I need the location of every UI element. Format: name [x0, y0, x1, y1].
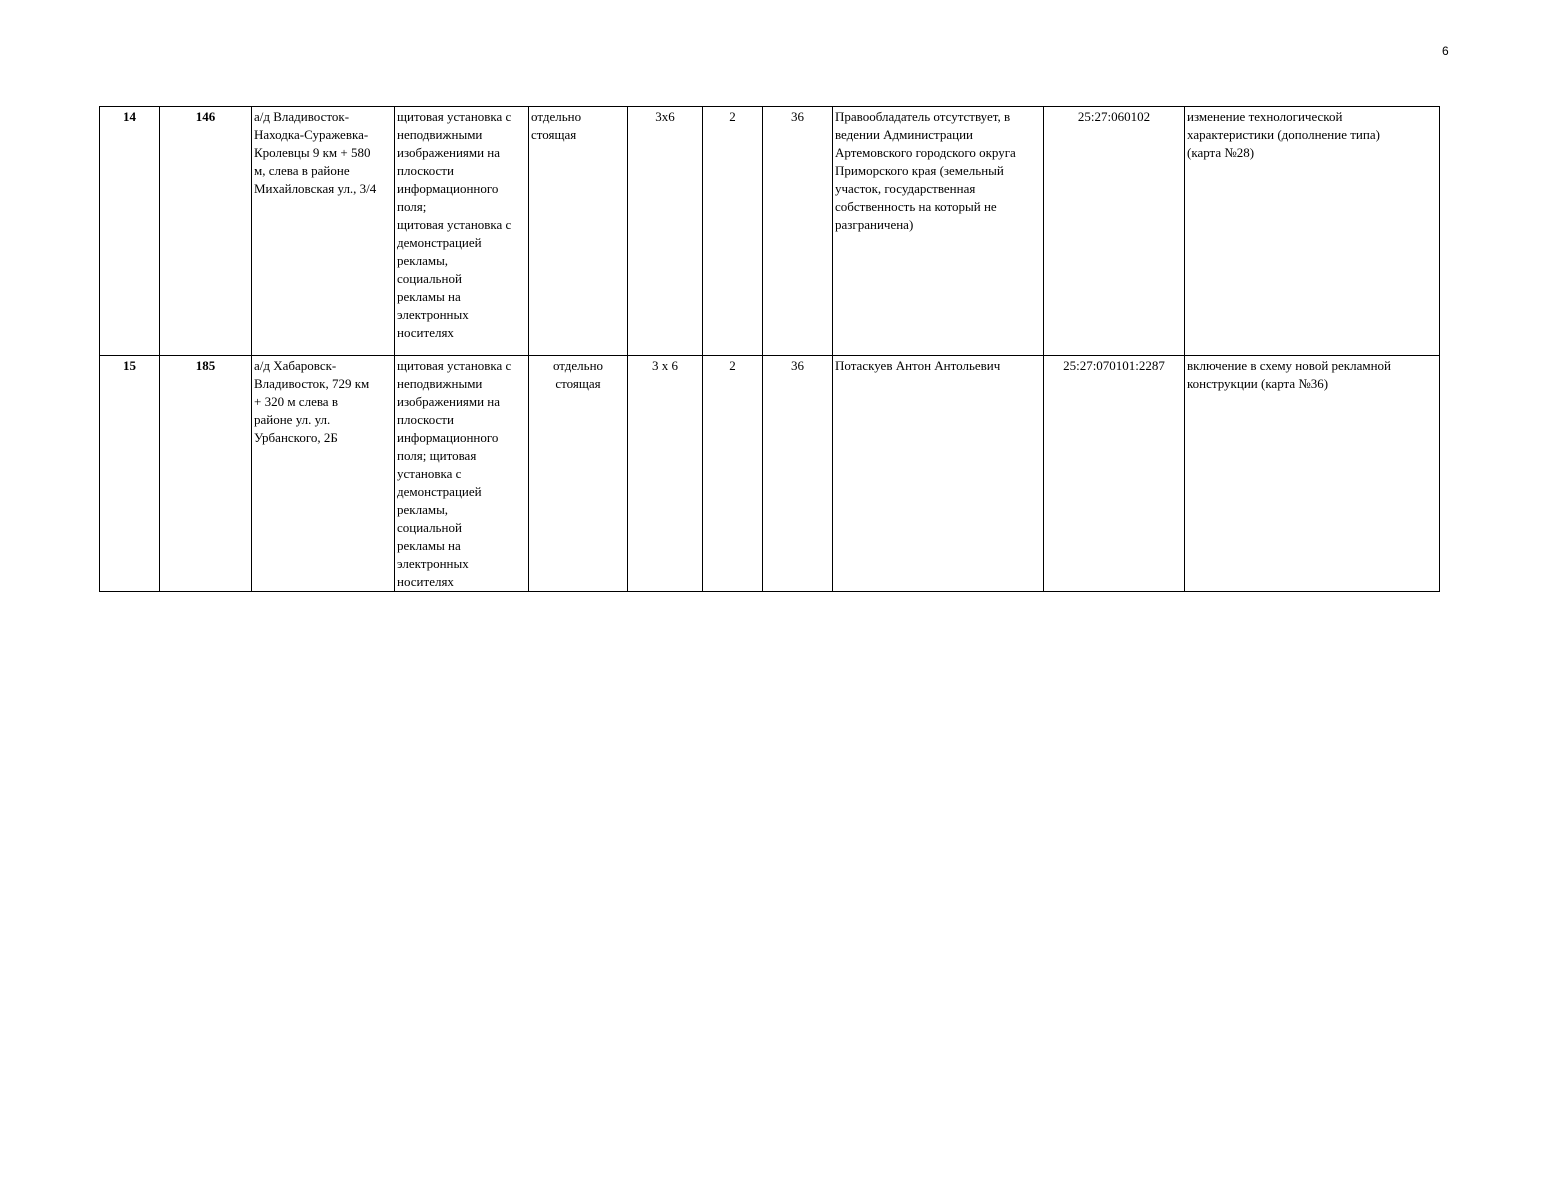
advertising-constructions-table — [99, 106, 1440, 592]
row-number-cell: 14 — [100, 107, 160, 356]
construction-type-cell: щитовая установка с неподвижными изображениями на плоскости информационного поля; щитовая установка с демонстрацией рекламы, социальной рекламы на электронных носителях — [395, 356, 529, 592]
cadastral-number-cell: 25:27:070101:2287 — [1044, 356, 1185, 592]
cadastral-number-cell: 25:27:060102 — [1044, 107, 1185, 356]
row-number-cell: 15 — [100, 356, 160, 592]
note-cell: изменение технологической характеристики (дополнение типа) (карта №28) — [1185, 107, 1440, 356]
owner-cell: Правообладатель отсутствует, в ведении Администрации Артемовского городского округа Приморского края (земельный участок, государственная собственность на который не разграничена) — [833, 107, 1044, 356]
address-cell: а/д Владивосток- Находка-Суражевка- Кролевцы 9 км + 580 м, слева в районе Михайловская ул., 3/4 — [252, 107, 395, 356]
size-cell: 3х6 — [628, 107, 703, 356]
construction-number-cell: 146 — [160, 107, 252, 356]
sides-cell: 2 — [703, 356, 763, 592]
sides-cell: 2 — [703, 107, 763, 356]
placement-cell: отдельно стоящая — [529, 356, 628, 592]
area-cell: 36 — [763, 356, 833, 592]
owner-cell: Потаскуев Антон Антольевич — [833, 356, 1044, 592]
construction-type-cell: щитовая установка с неподвижными изображениями на плоскости информационного поля; щитовая установка с демонстрацией рекламы, социальной рекламы на электронных носителях — [395, 107, 529, 356]
page-number: 6 — [1442, 44, 1449, 58]
address-cell: а/д Хабаровск- Владивосток, 729 км + 320 м слева в районе ул. ул. Урбанского, 2Б — [252, 356, 395, 592]
size-cell: 3 х 6 — [628, 356, 703, 592]
placement-cell: отдельно стоящая — [529, 107, 628, 356]
area-cell: 36 — [763, 107, 833, 356]
note-cell: включение в схему новой рекламной конструкции (карта №36) — [1185, 356, 1440, 592]
table-row — [100, 107, 1440, 356]
table-row — [100, 356, 1440, 592]
construction-number-cell: 185 — [160, 356, 252, 592]
